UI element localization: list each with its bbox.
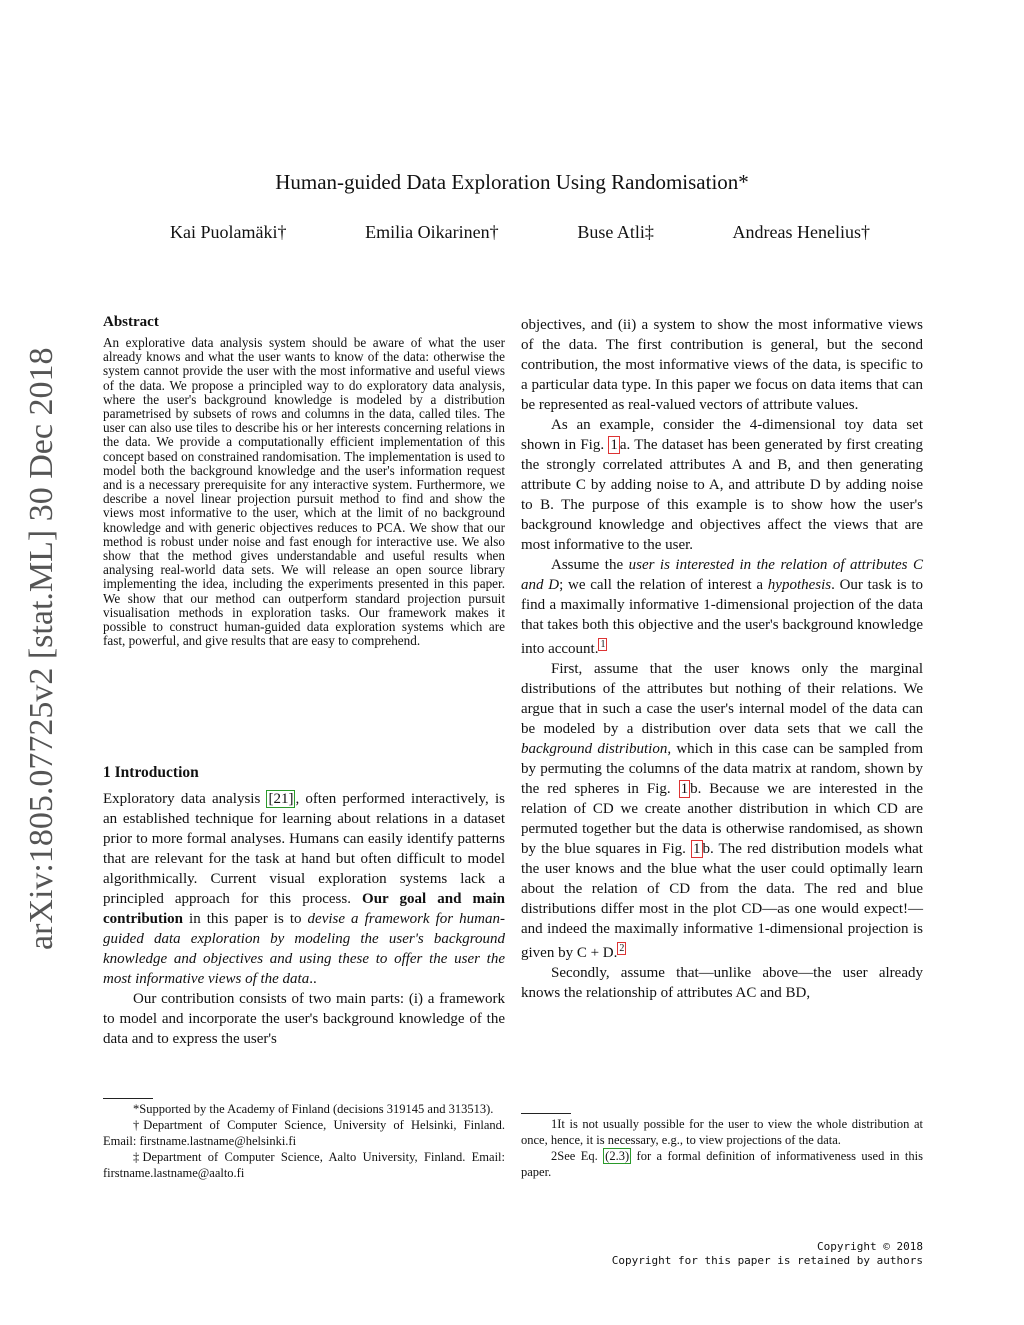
figure-ref-link[interactable]: 1: [693, 841, 701, 857]
abstract-text: An explorative data analysis system should be aware of what the user already knows and what the user wants to know of the data: otherwise the system cannot provide the user with the most informative and useful views of the data. We propose a principled way to do exploratory data analysis, where the user's background knowledge is modeled by a distribution parametrised by subsets of rows and columns in the data, called tiles. The user can also use tiles to describe his or her interests concerning relations in the data. We provide a computationally efficient implementation of this concept based on constrained randomisation. The implementation is used to model both the background knowledge and the user's information request and is a necessary prerequisite for any interactive system. Furthermore, we describe a novel linear projection pursuit method to find and show the views most informative to the user, which at the limit of no background knowledge and with generic objectives reduces to PCA. We show that our method is robust under noise and fast enough for interactive use. We also show that the method gives understandable and useful results when analysing real-world data sets. We will release an open source library implementing the idea, including the experiments presented in this paper. We show that our method can outperform standard projection pursuit visualisation methods in exploration tasks. Our framework makes it possible to construct human-guided data exploration systems which are fast, powerful, and give results that are easy to comprehend.: [103, 335, 505, 649]
footnotes-right: [521, 1116, 923, 1180]
intro-paragraph: Our contribution consists of two main parts: (i) a framework to model and incorporate the user's background knowledge of the data and to express the user's: [103, 991, 505, 1047]
figure-ref-link[interactable]: 1: [680, 781, 689, 797]
footnote-rule: [521, 1113, 571, 1114]
author: Andreas Henelius†: [732, 222, 870, 242]
copyright-line: Copyright © 2018: [817, 1240, 923, 1253]
figure-ref-link[interactable]: 1: [610, 437, 618, 453]
paragraph: First, assume that the user knows only the marginal distributions of the attributes but nothing of their relations. We argue that in such a case the user's internal model of the data can be modeled by a distribution over data sets that we call the background distribution, which in this case can be sampled from by permuting the columns of the data matrix at random, shown by the red spheres in Fig. 1 b. Because we are interested in the relation of CD we create another distribution in which CD are permuted together but the data is otherwise randomised, as shown by the blue squares in Fig. 1 b. The red distribution models what the user knows and the blue what the user could optimally learn about the relation of CD from the data. The red and blue distributions differ most in the plot CD—as one would expect!—and indeed the maximally informative 1-dimensional projection is given by C + D. $^2$: [521, 661, 924, 961]
footnote-ref-link[interactable]: 2: [619, 943, 625, 954]
footnote: *Supported by the Academy of Finland (decisions 319145 and 313513).: [133, 1102, 494, 1116]
footnote: †Department of Computer Science, University of Helsinki, Finland. Email: firstname.lastname@helsinki.fi: [103, 1118, 505, 1148]
citation-link[interactable]: [21]: [268, 791, 294, 807]
paragraph: Assume the user is interested in the relation of attributes C and D; we call the relation of interest a hypothesis. Our task is to find a maximally informative 1-dimensional projection of the data that takes both this objective and the user's background knowledge into account. $^1$: [521, 557, 923, 657]
paragraph: objectives, and (ii) a system to show the most informative views of the data. The first contribution is general, but the second contribution, the most informative views of the data, is specific to a particular data type. In this paper we focus on data items that can be represented as real-valued vectors of attribute values.: [521, 317, 923, 413]
paper-title: Human-guided Data Exploration Using Randomisation*: [275, 170, 749, 194]
arxiv-stamp-text: arXiv:1805.07725v2 [stat.ML] 30 Dec 2018: [23, 347, 60, 950]
author: Kai Puolamäki†: [170, 222, 287, 242]
paragraph: Secondly, assume that—unlike above—the user already knows the relationship of attributes AC and BD,: [521, 965, 923, 1001]
arxiv-stamp: [8, 340, 68, 960]
author: Buse Atli‡: [577, 222, 654, 242]
intro-body: [103, 789, 505, 1049]
intro-paragraph: Exploratory data analysis [21] , often performed interactively, is an established technique for learning about relations in a dataset prior to more formal analyses. Humans can easily identify patterns that are relevant for the task at hand but often difficult to model algorithmically. Current visual exploration systems lack a principled approach for this process. Our goal and main contribution in this paper is to devise a framework for human-guided data exploration by modeling the user's background knowledge and objectives and using these to offer the user the most informative views of the data..: [103, 791, 505, 987]
footnotes-left: [103, 1101, 505, 1181]
author-list: [170, 222, 870, 243]
abstract-heading: Abstract: [103, 314, 159, 330]
footnote-rule: [103, 1098, 153, 1099]
author: Emilia Oikarinen†: [365, 222, 499, 242]
footnote: 1It is not usually possible for the user to view the whole distribution at once, hence, it is necessary, e.g., to view projections of the data.: [521, 1117, 923, 1147]
footnote-ref-link[interactable]: 1: [600, 639, 606, 650]
copyright-line: Copyright for this paper is retained by authors: [611, 1254, 923, 1267]
footnote: ‡Department of Computer Science, Aalto University, Finland. Email: firstname.lastname@aalto.fi: [103, 1150, 505, 1180]
equation-ref-link[interactable]: (2.3): [605, 1149, 630, 1163]
copyright-notice: [600, 1240, 923, 1268]
right-column-body: [521, 315, 923, 1003]
section-heading: 1 Introduction: [103, 764, 199, 781]
paragraph: As an example, consider the 4-dimensional toy data set shown in Fig. 1 a. The dataset has been generated by first creating the strongly correlated attributes A and B, and then generating attribute C by adding noise to A, and attribute D by adding noise to B. The purpose of this example is to show how the user's background knowledge and objectives affect the views that are most informative to the user.: [521, 417, 923, 553]
footnote: 2See Eq. (2.3) for a formal definition of informativeness used in this paper.: [521, 1149, 923, 1179]
